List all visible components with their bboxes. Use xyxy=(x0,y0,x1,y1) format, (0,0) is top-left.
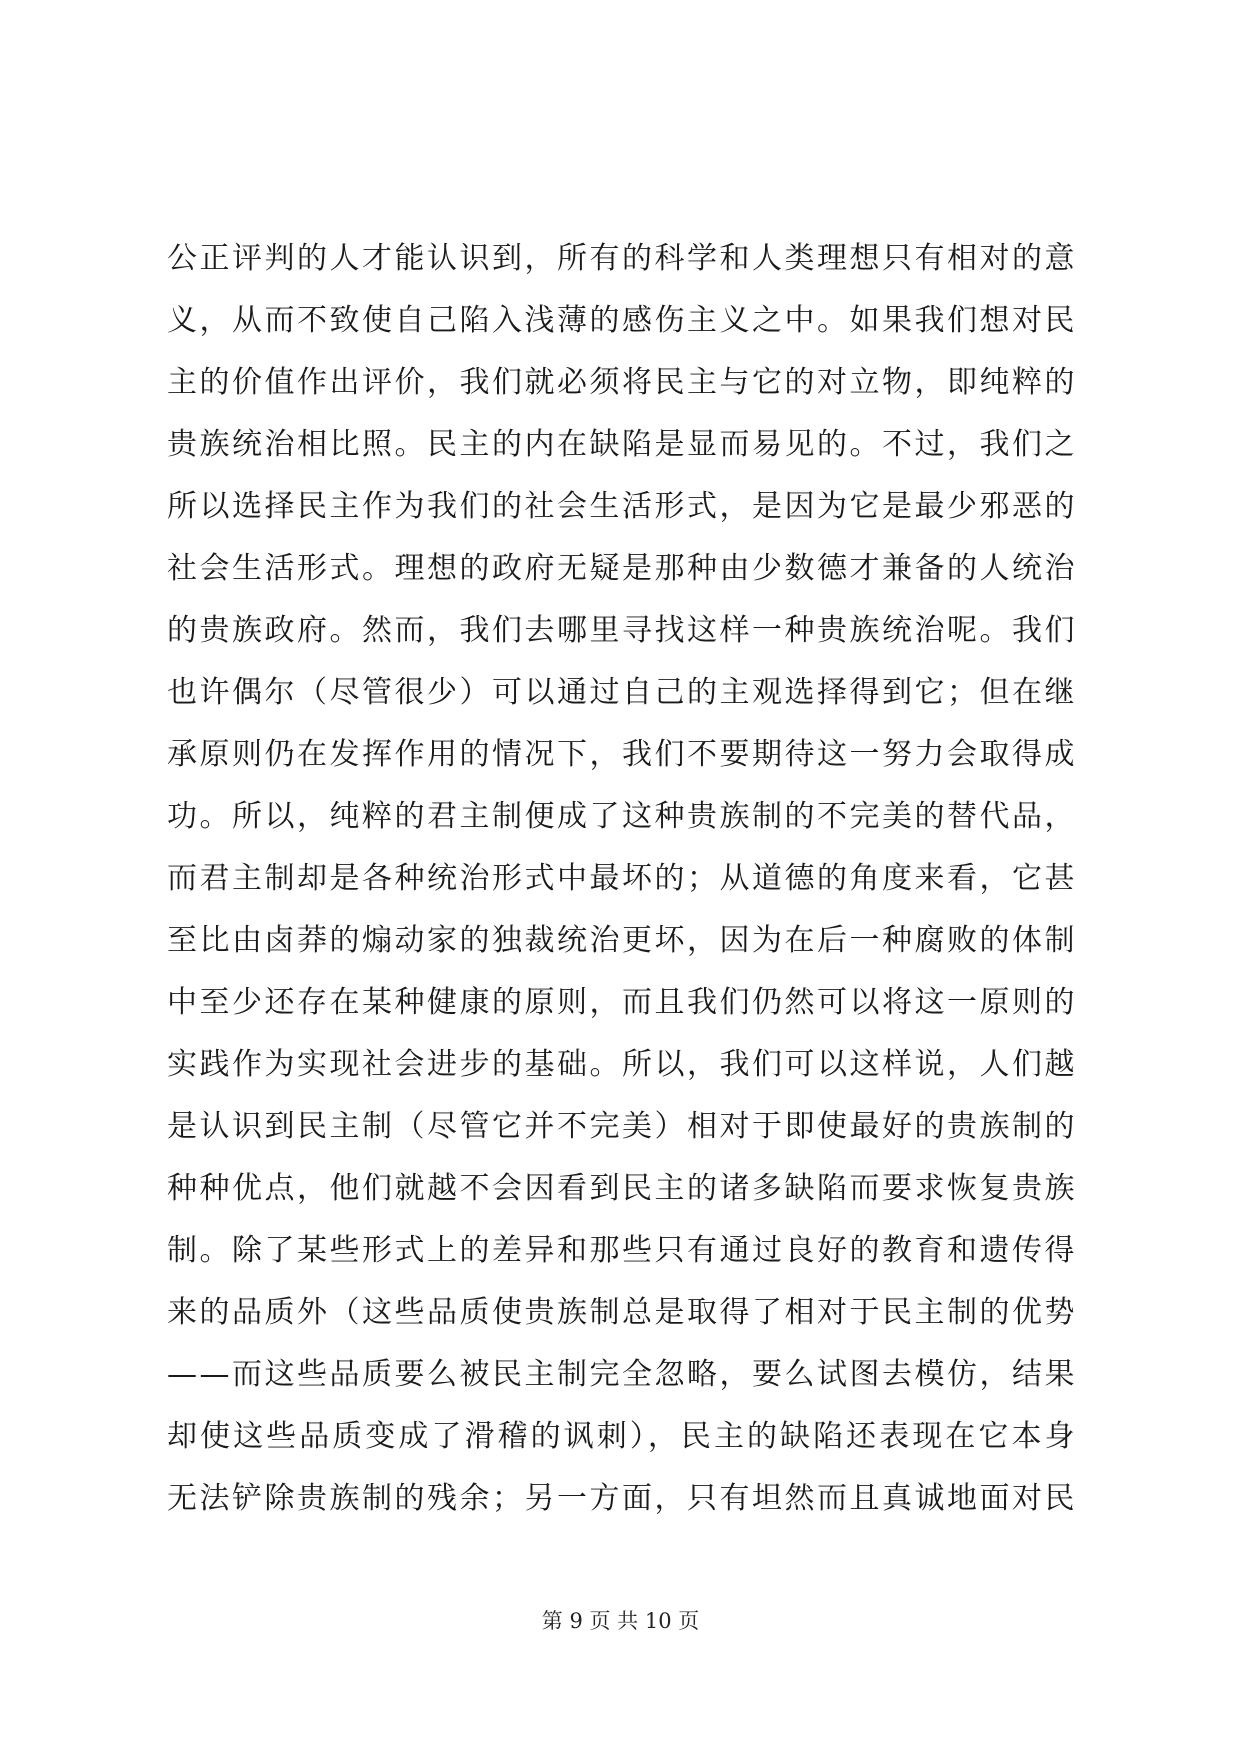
text-line: 承原则仍在发挥作用的情况下，我们不要期待这一努力会取得成 xyxy=(167,737,1077,772)
text-line: 义，从而不致使自己陷入浅薄的感伤主义之中。如果我们想对民 xyxy=(167,303,1077,338)
text-line: 也许偶尔（尽管很少）可以通过自己的主观选择得到它；但在继 xyxy=(167,675,1077,710)
text-line: 社会生活形式。理想的政府无疑是那种由少数德才兼备的人统治 xyxy=(167,551,1077,586)
text-line: 所以选择民主作为我们的社会生活形式，是因为它是最少邪恶的 xyxy=(167,489,1077,524)
text-line: 的贵族政府。然而，我们去哪里寻找这样一种贵族统治呢。我们 xyxy=(167,613,1077,648)
text-line: 来的品质外（这些品质使贵族制总是取得了相对于民主制的优势 xyxy=(167,1295,1077,1330)
page-number-label: 第 9 页 共 10 页 xyxy=(541,1609,700,1633)
text-line: 功。所以，纯粹的君主制便成了这种贵族制的不完美的替代品， xyxy=(167,799,1077,834)
page-footer xyxy=(0,1606,1241,1636)
text-line: 中至少还存在某种健康的原则，而且我们仍然可以将这一原则的 xyxy=(167,985,1077,1020)
text-line: 却使这些品质变成了滑稽的讽刺），民主的缺陷还表现在它本身 xyxy=(167,1419,1077,1454)
text-line: 而君主制却是各种统治形式中最坏的；从道德的角度来看，它甚 xyxy=(167,861,1077,896)
text-line: 种种优点，他们就越不会因看到民主的诸多缺陷而要求恢复贵族 xyxy=(167,1171,1077,1206)
text-line: 主的价值作出评价，我们就必须将民主与它的对立物，即纯粹的 xyxy=(167,365,1077,400)
text-line: 贵族统治相比照。民主的内在缺陷是显而易见的。不过，我们之 xyxy=(167,427,1077,462)
text-line: 是认识到民主制（尽管它并不完美）相对于即使最好的贵族制的 xyxy=(167,1109,1077,1144)
text-line: 公正评判的人才能认识到，所有的科学和人类理想只有相对的意 xyxy=(167,241,1077,276)
text-line: 制。除了某些形式上的差异和那些只有通过良好的教育和遗传得 xyxy=(167,1233,1077,1268)
body-text xyxy=(167,228,1077,1530)
text-line: 实践作为实现社会进步的基础。所以，我们可以这样说，人们越 xyxy=(167,1047,1077,1082)
text-line: 无法铲除贵族制的残余；另一方面，只有坦然而且真诚地面对民 xyxy=(167,1481,1077,1516)
text-line: ——而这些品质要么被民主制完全忽略，要么试图去模仿，结果 xyxy=(167,1357,1077,1392)
text-line: 至比由卤莽的煽动家的独裁统治更坏，因为在后一种腐败的体制 xyxy=(167,923,1077,958)
